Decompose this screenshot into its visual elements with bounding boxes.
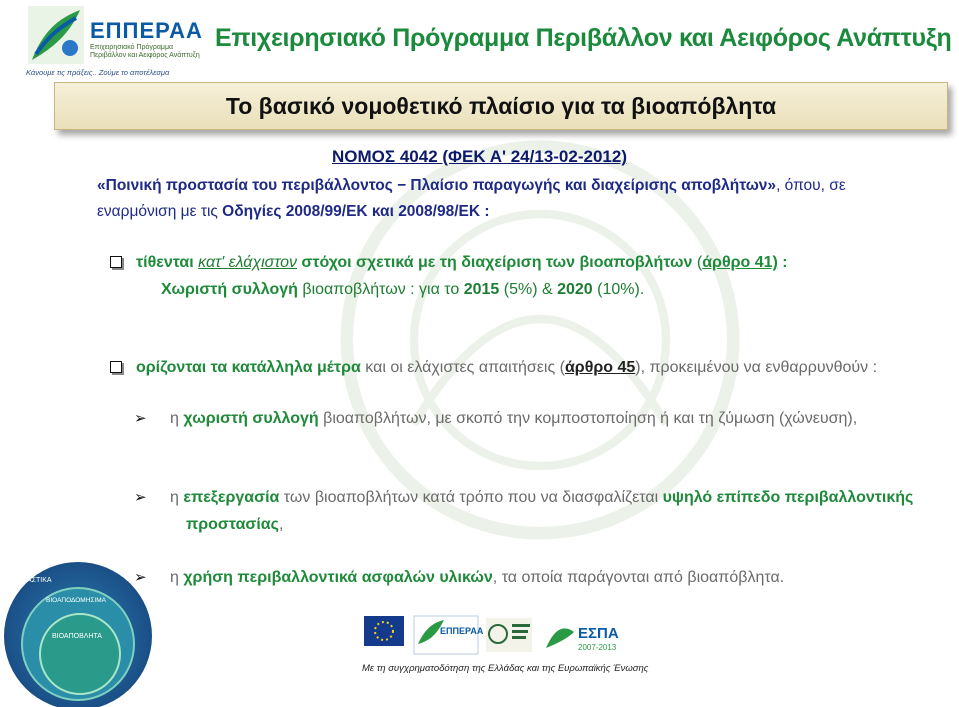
intro-directives: Οδηγίες 2008/99/ΕΚ και 2008/98/ΕΚ : [222, 203, 490, 220]
b5-text-c: , τα οποία παράγονται από βιοαπόβλητα. [492, 569, 785, 586]
footer-logos [362, 612, 637, 662]
middle-label: ΒΙΟΑΠΟΔΟΜΗΣΙΜΑ [46, 597, 106, 604]
b2-text-a: ορίζονται τα κατάλληλα μέτρα [136, 359, 361, 376]
bullet-targets [110, 249, 920, 303]
b1-text-b: κατ' ελάχιστον [198, 254, 297, 271]
b1-text-d: ( [692, 254, 703, 271]
concentric-diagram [0, 548, 200, 707]
b5-text-b: χρήση περιβαλλοντικά ασφαλών υλικών [183, 569, 493, 586]
b1-sub-e: 2020 [557, 281, 593, 298]
eppera-logo-emblem [26, 4, 86, 66]
b4-text-b: επεξεργασία [183, 489, 280, 506]
inner-label: ΒΙΟΑΠΟΒΛΗΤΑ [52, 633, 102, 640]
logo-name: ΕΠΠΕΡΑΑ [90, 18, 203, 43]
slide-title: Το βασικό νομοθετικό πλαίσιο για τα βιοαπόβλητα [225, 92, 777, 119]
sub-bullet-safe-materials: ➢ η χρήση περιβαλλοντικά ασφαλών υλικών, τα οποία παράγονται από βιοαπόβλητα. [134, 569, 785, 586]
b1-text-f: : [777, 254, 788, 271]
b4-text-d: υψηλό επίπεδο περιβαλλοντικής προστασίας [186, 489, 914, 533]
intro-connector: , όπου, σε εναρμόνιση με τις [97, 177, 846, 220]
checkbox-bullet-icon [110, 361, 122, 373]
b1-sub-c: 2015 [463, 281, 500, 298]
footer-espa-years: 2007-2013 [578, 643, 617, 652]
b2-text-d: ), προκειμένου να ενθαρρυνθούν : [635, 359, 878, 376]
sub-bullet-separate-collection: ➢ η χωριστή συλλογή βιοαποβλήτων, με σκοπό την κομποστοποίηση ή και τη ζύμωση (χώνευση), [134, 410, 858, 427]
checkbox-bullet-icon [110, 256, 122, 268]
b3-text-a: η [170, 410, 184, 427]
b1-sub-b: βιοαποβλήτων : για το [297, 281, 464, 298]
law-title: ΝΟΜΟΣ 4042 (ΦΕΚ Α' 24/13-02-2012) [332, 147, 627, 166]
b2-article-45: άρθρο 45 [564, 359, 636, 376]
eu-flag-icon [364, 616, 404, 646]
intro-law-name: «Ποινική προστασία του περιβάλλοντος − Πλαίσιο παραγωγής και διαχείρισης αποβλήτων» [97, 177, 777, 194]
b1-text-c: στόχοι σχετικά με τη διαχείριση των βιοαποβλήτων [296, 254, 693, 271]
b5-text-a: η [170, 569, 184, 586]
logo-tagline: Κάνουμε τις πράξεις.. Ζούμε το αποτέλεσμα [26, 68, 170, 77]
b1-subline [110, 276, 920, 303]
eppera-logo [26, 4, 203, 82]
b4-text-e: , [278, 516, 284, 533]
b2-text-b: και οι ελάχιστες απαιτήσεις ( [360, 359, 565, 376]
inner-circle [40, 614, 120, 694]
b3-text-b: χωριστή συλλογή [183, 410, 319, 427]
sub-bullet-processing: ➢ η επεξεργασία των βιοαποβλήτων κατά τρόπο που να διασφαλίζεται υψηλό επίπεδο περιβαλλοντικής προστασίας, [134, 489, 914, 533]
b4-text-a: η [170, 489, 184, 506]
bullet-measures [110, 354, 956, 381]
outer-label: ΑΣΤΙΚΑ [27, 577, 52, 584]
footer-espa-text: ΕΣΠΑ [578, 625, 619, 642]
b1-sub-f: (10%). [592, 281, 645, 298]
b1-sub-d: (5%) & [499, 281, 558, 298]
b4-text-c: των βιοαποβλήτων κατά τρόπο που να διασφαλίζεται [279, 489, 663, 506]
b1-sub-a: Χωριστή συλλογή [161, 281, 298, 298]
intro-paragraph [97, 173, 857, 225]
b3-text-c: βιοαποβλήτων, με σκοπό την κομποστοποίηση ή και τη ζύμωση (χώνευση), [318, 410, 858, 427]
b1-text-a: τίθενται [136, 254, 199, 271]
b1-article-41: άρθρο 41) [702, 254, 778, 271]
footer-cofunding-text: Με τη συγχρηματοδότηση της Ελλάδας και της Ευρωπαϊκής Ένωσης [362, 663, 649, 674]
logo-subtitle: Επιχειρησιακό Πρόγραμμα Περιβάλλον και Αειφόρος Ανάπτυξη [90, 44, 200, 59]
ministry-logo-icon [486, 618, 532, 652]
slide-title-bar [54, 82, 948, 130]
espa-logo [542, 616, 632, 656]
header-title: Επιχειρησιακό Πρόγραμμα Περιβάλλον και Αειφόρος Ανάπτυξη [215, 24, 952, 52]
eppera-footer-logo [414, 616, 484, 654]
footer-eppera-text: ΕΠΠΕΡΑΑ [440, 626, 484, 636]
